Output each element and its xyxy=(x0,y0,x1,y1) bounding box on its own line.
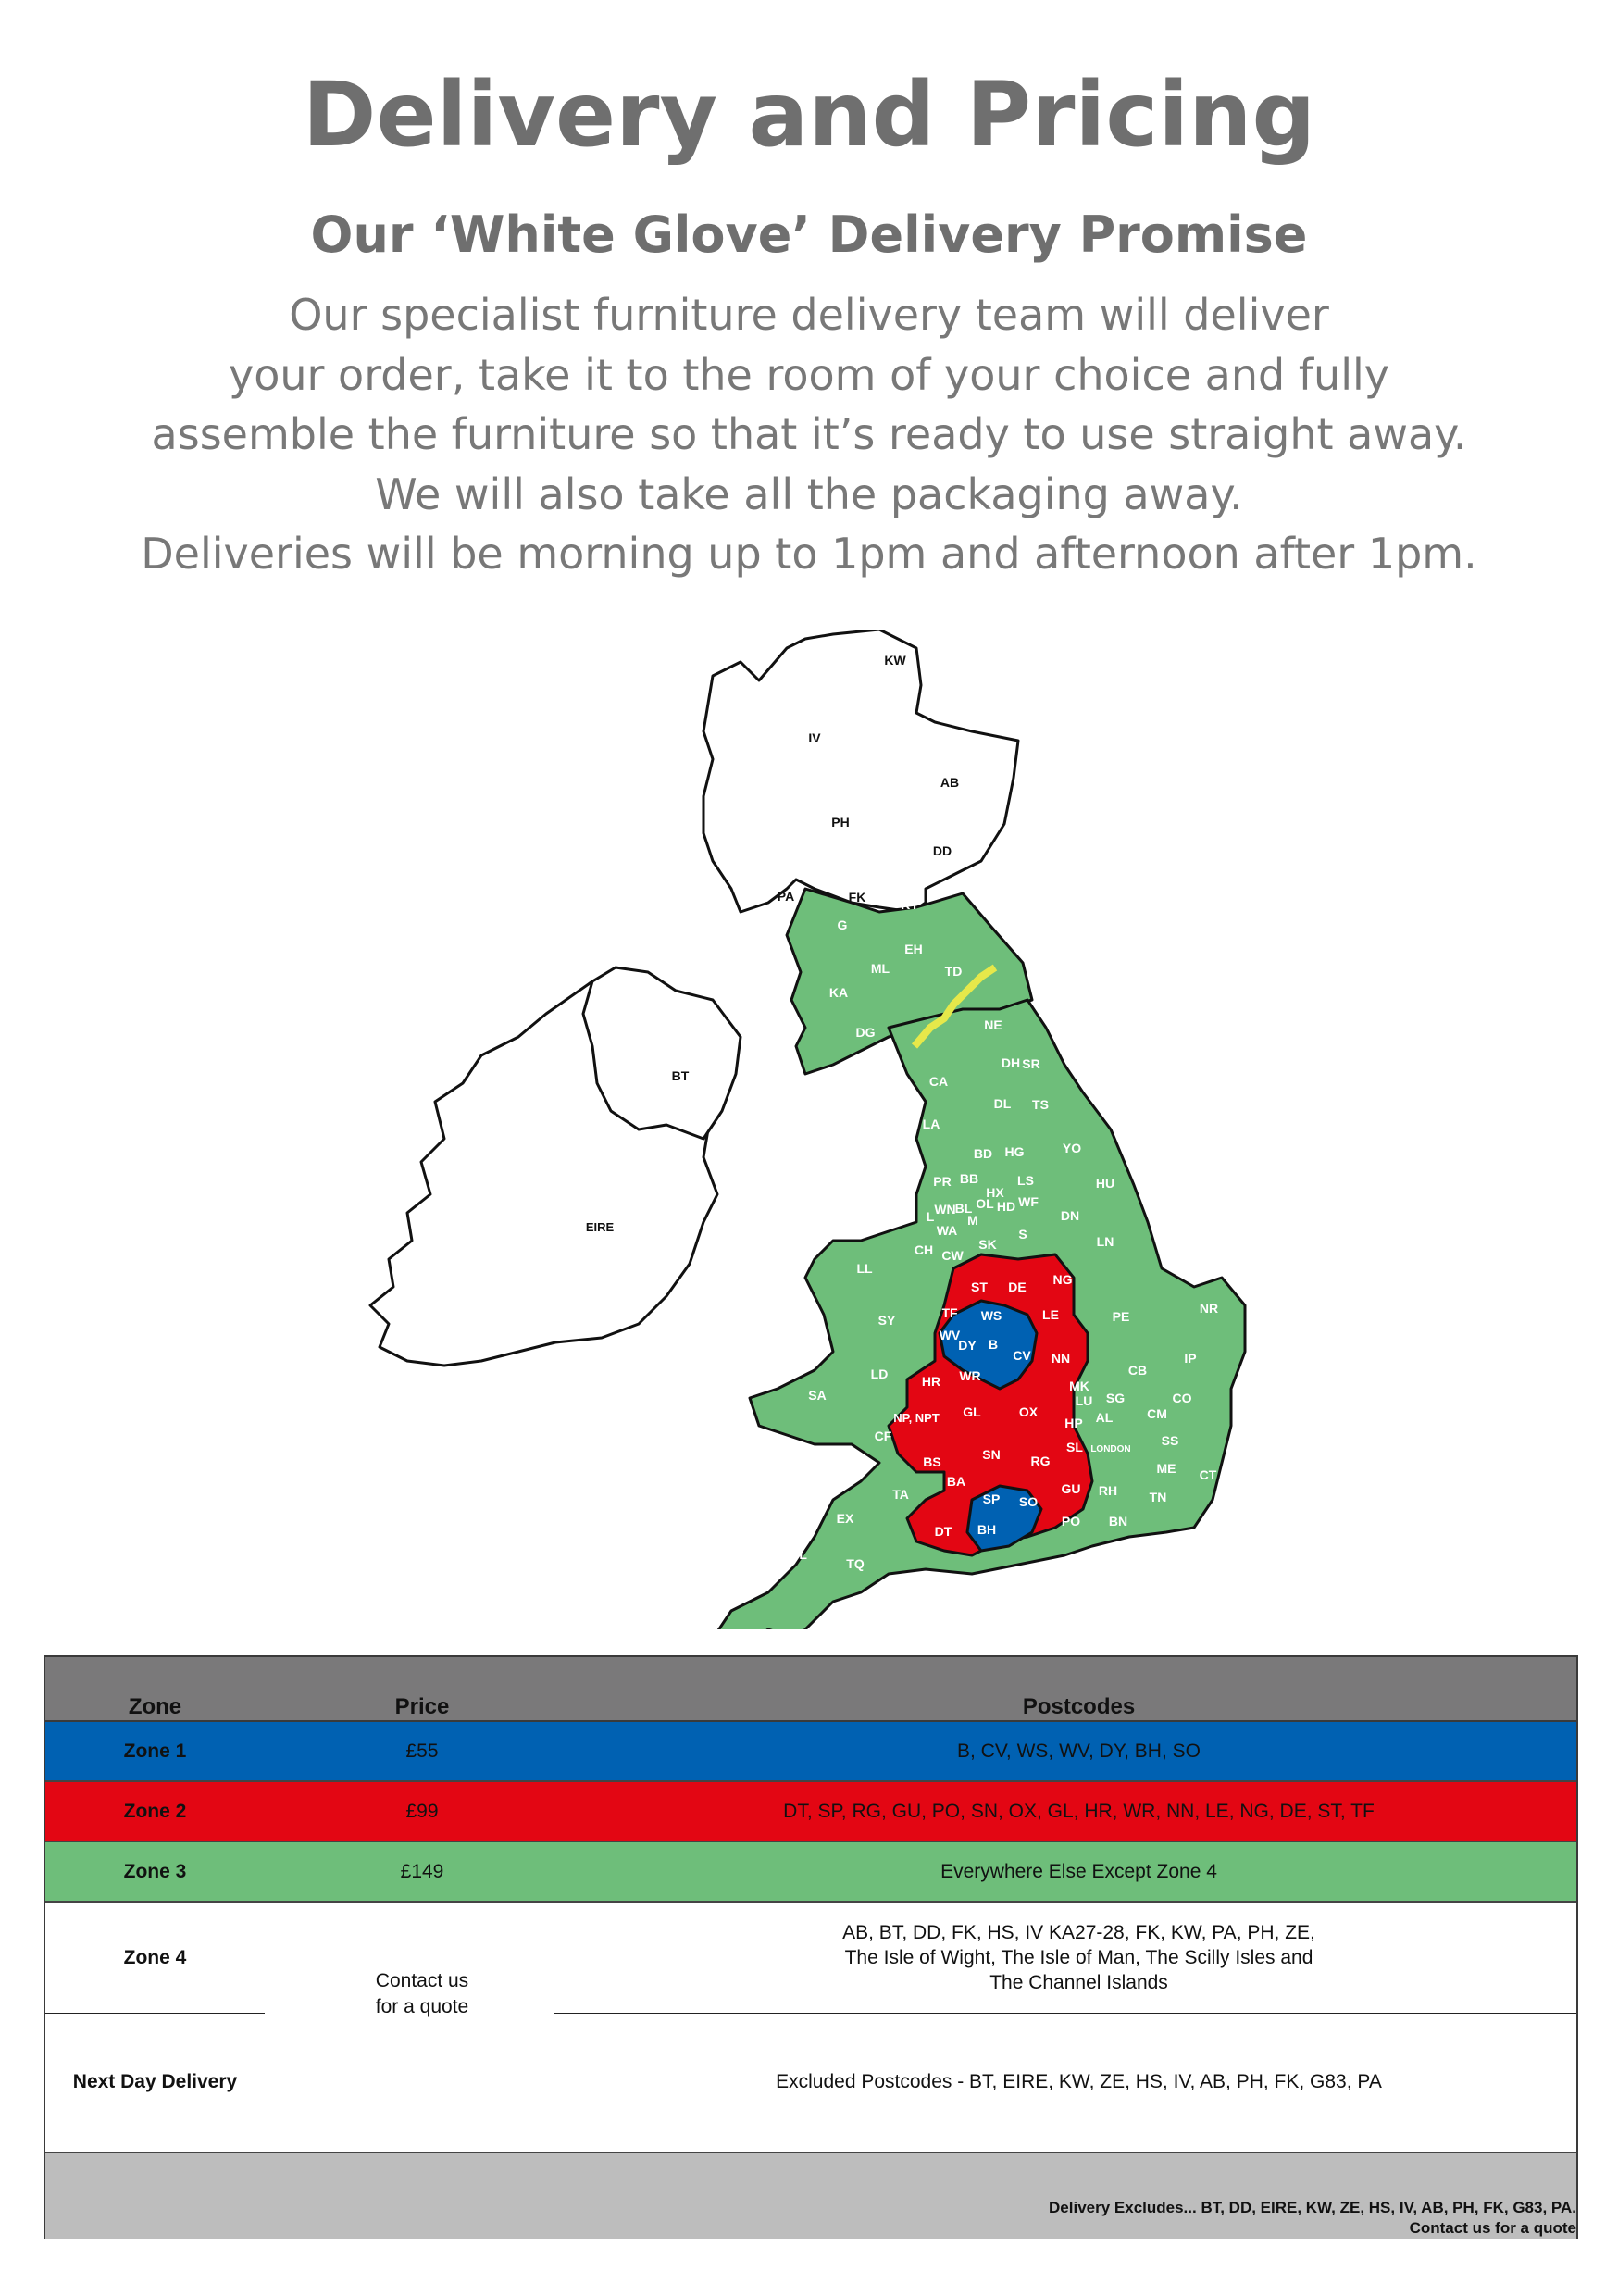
zone-postcodes: DT, SP, RG, GU, PO, SN, OX, GL, HR, WR, NN, LE, NG, DE, ST, TF xyxy=(783,1800,1375,1822)
postcode-label-dl: DL xyxy=(993,1096,1012,1111)
postcode-label-sp: SP xyxy=(982,1491,1001,1506)
postcode-label-l: L xyxy=(926,1209,935,1224)
postcode-label-pa: PA xyxy=(777,889,795,904)
postcode-label-ws: WS xyxy=(980,1308,1002,1323)
zone-price: £55 xyxy=(405,1740,439,1762)
postcode-label-cv: CV xyxy=(1013,1348,1031,1363)
postcode-label-tq: TQ xyxy=(846,1556,865,1571)
postcode-label-le: LE xyxy=(1042,1307,1059,1322)
postcode-label-g: G xyxy=(837,917,848,932)
postcode-label-mk: MK xyxy=(1069,1379,1089,1393)
postcode-label-m: M xyxy=(967,1213,978,1228)
postcode-label-sk: SK xyxy=(978,1237,997,1252)
zone-price: £99 xyxy=(405,1800,439,1822)
postcode-label-sn: SN xyxy=(982,1447,1001,1462)
zone-label: Zone 4 xyxy=(123,1946,187,1968)
postcode-label-ka: KA xyxy=(828,985,849,1000)
postcode-label-nn: NN xyxy=(1051,1351,1071,1366)
zone-label: Zone 3 xyxy=(123,1860,187,1882)
table-row-zone-2 xyxy=(45,1782,1576,1842)
header-postcodes: Postcodes xyxy=(1022,1694,1136,1719)
postcode-label-hu: HU xyxy=(1095,1176,1115,1191)
zone-label: Next Day Delivery xyxy=(72,2071,238,2092)
postcode-label-ng: NG xyxy=(1052,1272,1073,1287)
postcode-label-co: CO xyxy=(1172,1391,1192,1405)
postcode-label-s: S xyxy=(1018,1227,1027,1242)
header-price: Price xyxy=(394,1694,450,1719)
postcode-label-wv: WV xyxy=(939,1328,961,1342)
postcode-label-lu: LU xyxy=(1075,1393,1093,1408)
zone-postcodes: Excluded Postcodes - BT, EIRE, KW, ZE, HS, IV, AB, PH, FK, G83, PA xyxy=(776,2071,1382,2092)
intro-line: Deliveries will be morning up to 1pm and afternoon after 1pm. xyxy=(141,529,1477,579)
postcode-label-nr: NR xyxy=(1199,1301,1219,1316)
intro-line: We will also take all the packaging away. xyxy=(375,468,1243,519)
postcode-label-bl: BL xyxy=(954,1201,973,1216)
postcode-label-ct: CT xyxy=(1199,1467,1217,1482)
postcode-label-ox: OX xyxy=(1018,1404,1039,1419)
postcode-label-bd: BD xyxy=(973,1146,993,1161)
postcode-label-hg: HG xyxy=(1004,1144,1025,1159)
postcode-label-ld: LD xyxy=(870,1366,889,1381)
pricing-table xyxy=(44,1655,1578,2239)
postcode-label-ml: ML xyxy=(870,961,890,976)
table-row-next-day xyxy=(45,2013,1576,2153)
postcode-label-gu: GU xyxy=(1061,1481,1081,1496)
postcode-label-ls: LS xyxy=(1017,1173,1034,1188)
postcode-label-po: PO xyxy=(1061,1514,1081,1529)
postcode-label-ab: AB xyxy=(940,775,960,790)
postcode-label-hx: HX xyxy=(986,1185,1004,1200)
postcode-label-la: LA xyxy=(922,1117,940,1131)
postcode-label-tf: TF xyxy=(941,1305,958,1320)
postcodes-line: AB, BT, DD, FK, HS, IV KA27-28, FK, KW, PA, PH, ZE, xyxy=(842,1922,1315,1943)
postcode-label-de: DE xyxy=(1008,1279,1027,1294)
postcode-label-bn: BN xyxy=(1108,1514,1128,1529)
postcode-label-ln: LN xyxy=(1096,1234,1114,1249)
table-row-zone-1 xyxy=(45,1722,1576,1782)
postcode-label-sa: SA xyxy=(808,1388,827,1403)
postcode-label-bh: BH xyxy=(977,1522,997,1537)
postcode-label-pr: PR xyxy=(933,1174,952,1189)
postcode-label-eh: EH xyxy=(904,942,923,956)
postcode-label-al: AL xyxy=(1095,1410,1114,1425)
postcode-label-st: ST xyxy=(971,1279,988,1294)
footer-line: Delivery Excludes... BT, DD, EIRE, KW, ZE, HS, IV, AB, PH, FK, G83, PA. xyxy=(1049,2199,1576,2216)
postcode-label-ky: KY xyxy=(901,897,919,912)
postcode-label-iv: IV xyxy=(808,730,821,745)
postcode-label-bt: BT xyxy=(671,1068,690,1083)
postcode-label-sl: SL xyxy=(1066,1440,1083,1454)
postcode-label-pl: PL xyxy=(790,1547,807,1562)
postcode-label-ca: CA xyxy=(928,1074,949,1089)
contact-for-quote xyxy=(265,1968,579,2024)
postcode-label-ll: LL xyxy=(856,1261,873,1276)
postcode-label-ol: OL xyxy=(976,1196,994,1211)
postcode-label-ip: IP xyxy=(1184,1351,1197,1366)
intro-line: Our specialist furniture delivery team will deliver xyxy=(289,290,1329,340)
postcode-label-b: B xyxy=(988,1337,999,1352)
postcode-label-tn: TN xyxy=(1149,1490,1167,1504)
scotland-north xyxy=(703,630,1018,912)
postcode-label-cm: CM xyxy=(1147,1406,1167,1421)
postcode-label-bb: BB xyxy=(959,1171,979,1186)
contact-line: Contact us xyxy=(375,1970,469,1991)
postcode-label-bs: BS xyxy=(923,1454,941,1469)
postcode-label-dy: DY xyxy=(958,1338,977,1353)
postcode-label-sy: SY xyxy=(877,1313,896,1328)
postcode-label-dg: DG xyxy=(855,1025,876,1040)
zone-postcodes: Everywhere Else Except Zone 4 xyxy=(940,1860,1217,1882)
postcode-label-dn: DN xyxy=(1060,1208,1080,1223)
postcode-label-wf: WF xyxy=(1018,1194,1039,1209)
postcode-label-dd: DD xyxy=(932,843,952,858)
postcode-label-rh: RH xyxy=(1098,1483,1118,1498)
postcode-label-cw: CW xyxy=(941,1248,964,1263)
page-subtitle: Our ‘White Glove’ Delivery Promise xyxy=(310,206,1308,264)
postcode-label-me: ME xyxy=(1156,1461,1176,1476)
zone-label: Zone 2 xyxy=(123,1800,187,1822)
postcode-label-sg: SG xyxy=(1105,1391,1126,1405)
postcode-label-dt: DT xyxy=(934,1524,952,1539)
postcode-label-sr: SR xyxy=(1022,1056,1040,1071)
footer-line: Contact us for a quote xyxy=(1409,2219,1576,2237)
postcode-label-hr: HR xyxy=(921,1374,941,1389)
postcode-label-td: TD xyxy=(944,964,963,979)
postcode-label-kw: KW xyxy=(884,653,906,668)
intro-line: assemble the furniture so that it’s ready to use straight away. xyxy=(151,409,1467,459)
postcode-label-pe: PE xyxy=(1112,1309,1130,1324)
postcode-label-wn: WN xyxy=(934,1202,956,1217)
zone-postcodes: B, CV, WS, WV, DY, BH, SO xyxy=(957,1740,1201,1762)
zone-postcodes xyxy=(579,1903,1578,2013)
postcode-label-tr: TR xyxy=(735,1580,753,1595)
footer-text xyxy=(45,2153,1576,2244)
zone-price: £149 xyxy=(400,1860,444,1882)
header-zone: Zone xyxy=(128,1694,182,1719)
postcode-label-hd: HD xyxy=(996,1199,1016,1214)
postcode-label-ex: EX xyxy=(836,1511,854,1526)
postcode-label-yo: YO xyxy=(1062,1141,1082,1155)
intro-line: your order, take it to the room of your choice and fully xyxy=(229,349,1389,400)
postcode-label-dh: DH xyxy=(1001,1055,1021,1070)
table-header-row xyxy=(45,1657,1576,1722)
postcode-label-eire: EIRE xyxy=(585,1220,615,1234)
postcode-label-so: SO xyxy=(1018,1494,1039,1509)
postcode-label-gl: GL xyxy=(963,1404,981,1419)
postcode-label-cf: CF xyxy=(874,1429,892,1443)
page-title: Delivery and Pricing xyxy=(302,63,1316,167)
postcode-label-ts: TS xyxy=(1032,1097,1049,1112)
uk-delivery-zone-map xyxy=(361,630,1259,1629)
postcode-label-ss: SS xyxy=(1161,1433,1179,1448)
postcodes-line: The Channel Islands xyxy=(989,1972,1168,1993)
postcode-label-fk: FK xyxy=(848,890,866,905)
postcode-label-rg: RG xyxy=(1030,1454,1051,1468)
postcode-label-ne: NE xyxy=(984,1017,1002,1032)
zone-label: Zone 1 xyxy=(123,1740,187,1762)
postcode-label-wr: WR xyxy=(959,1368,981,1383)
table-row-zone-3 xyxy=(45,1842,1576,1903)
postcode-label-cb: CB xyxy=(1127,1363,1148,1378)
intro-paragraph xyxy=(0,285,1618,584)
postcode-label-ch: CH xyxy=(914,1242,934,1257)
postcode-label-hp: HP xyxy=(1064,1416,1083,1430)
postcode-label-np-npt: NP, NPT xyxy=(893,1411,940,1425)
postcode-label-ba: BA xyxy=(946,1474,966,1489)
postcode-label-ph: PH xyxy=(831,815,850,830)
contact-line: for a quote xyxy=(375,1996,469,2017)
postcodes-line: The Isle of Wight, The Isle of Man, The Scilly Isles and xyxy=(844,1947,1313,1968)
table-footer xyxy=(45,2153,1576,2239)
postcode-label-ta: TA xyxy=(892,1487,909,1502)
postcode-label-wa: WA xyxy=(936,1223,958,1238)
postcode-label-london: LONDON xyxy=(1090,1444,1131,1454)
